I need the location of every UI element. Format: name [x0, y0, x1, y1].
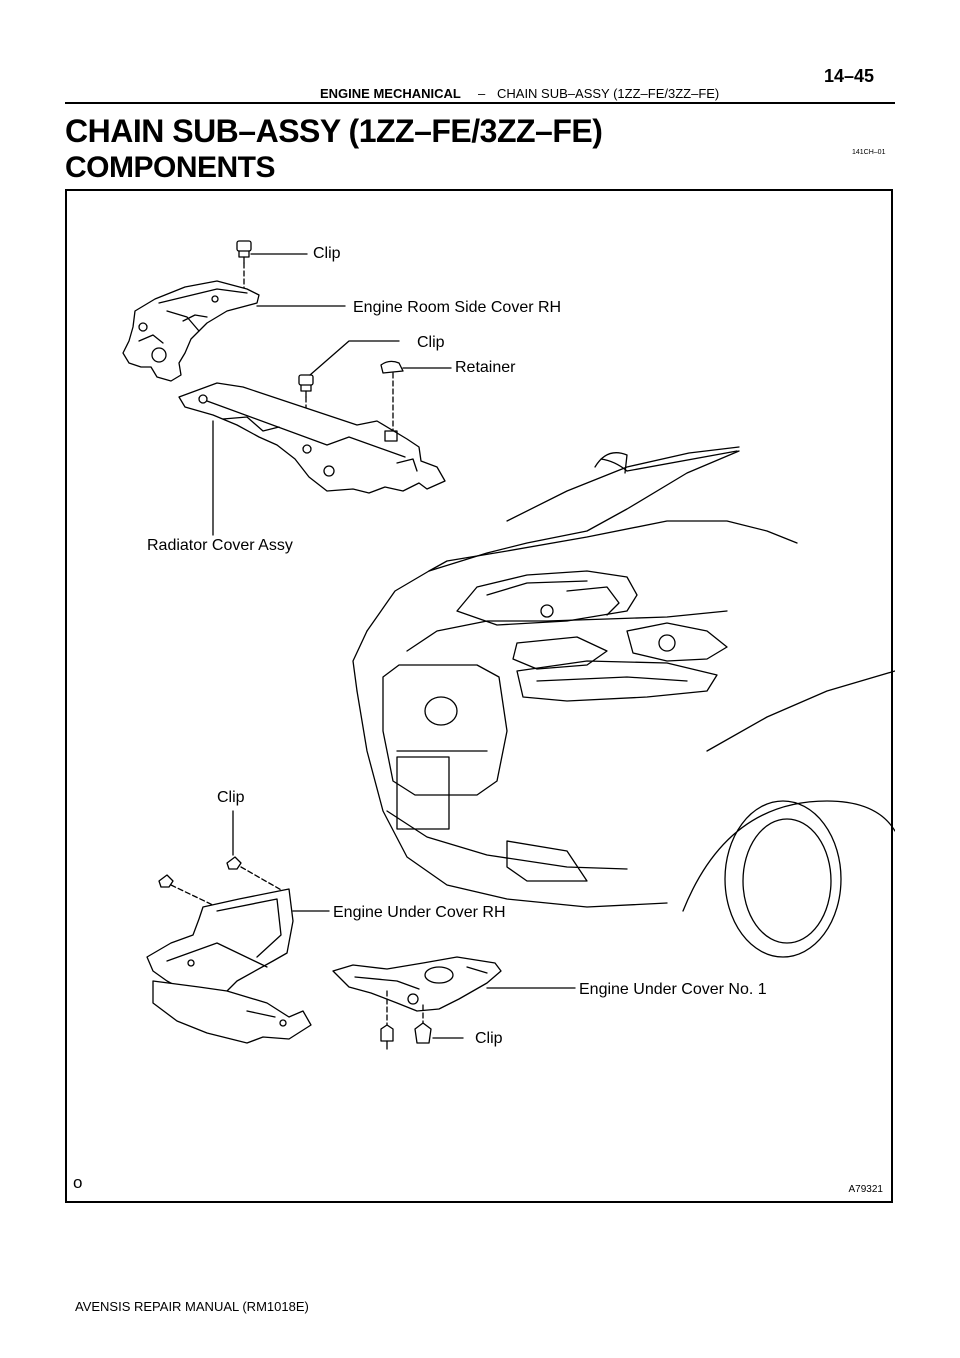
- figure-id: A79321: [848, 1184, 883, 1195]
- engine-under-cover-rh-part: [147, 889, 311, 1043]
- figure-corner-mark: o: [73, 1173, 83, 1192]
- components-figure: [65, 189, 893, 1203]
- retainer-part: [381, 361, 403, 435]
- label-engine-under-cover-no1: Engine Under Cover No. 1: [579, 981, 767, 998]
- radiator-cover-assy-part: [179, 383, 445, 493]
- header-subsection: CHAIN SUB–ASSY (1ZZ–FE/3ZZ–FE): [497, 86, 720, 101]
- label-engine-room-side-cover-rh: Engine Room Side Cover RH: [353, 299, 562, 316]
- label-clip-middle: Clip: [417, 334, 445, 351]
- vehicle-illustration: [353, 447, 895, 957]
- label-engine-under-cover-rh: Engine Under Cover RH: [333, 904, 506, 921]
- label-radiator-cover-assy: Radiator Cover Assy: [147, 537, 293, 554]
- header-section: ENGINE MECHANICAL: [320, 86, 461, 101]
- components-illustration: [67, 191, 895, 1205]
- page-title: CHAIN SUB–ASSY (1ZZ–FE/3ZZ–FE): [65, 113, 603, 149]
- label-clip-bottom: Clip: [475, 1030, 503, 1047]
- reference-code: 141CH–01: [852, 149, 886, 156]
- label-clip-top: Clip: [313, 245, 341, 262]
- label-clip-lower: Clip: [217, 789, 245, 806]
- engine-room-side-cover-rh-part: [123, 281, 259, 381]
- header-separator: –: [478, 86, 486, 101]
- section-title: COMPONENTS: [65, 151, 276, 184]
- clip-top-part: [237, 241, 251, 293]
- page-number: 14–45: [824, 66, 875, 86]
- label-retainer: Retainer: [455, 359, 516, 376]
- engine-under-cover-no1-part: [333, 957, 501, 1011]
- footer-manual-ref: AVENSIS REPAIR MANUAL (RM1018E): [75, 1299, 309, 1314]
- header-rule: [65, 102, 895, 104]
